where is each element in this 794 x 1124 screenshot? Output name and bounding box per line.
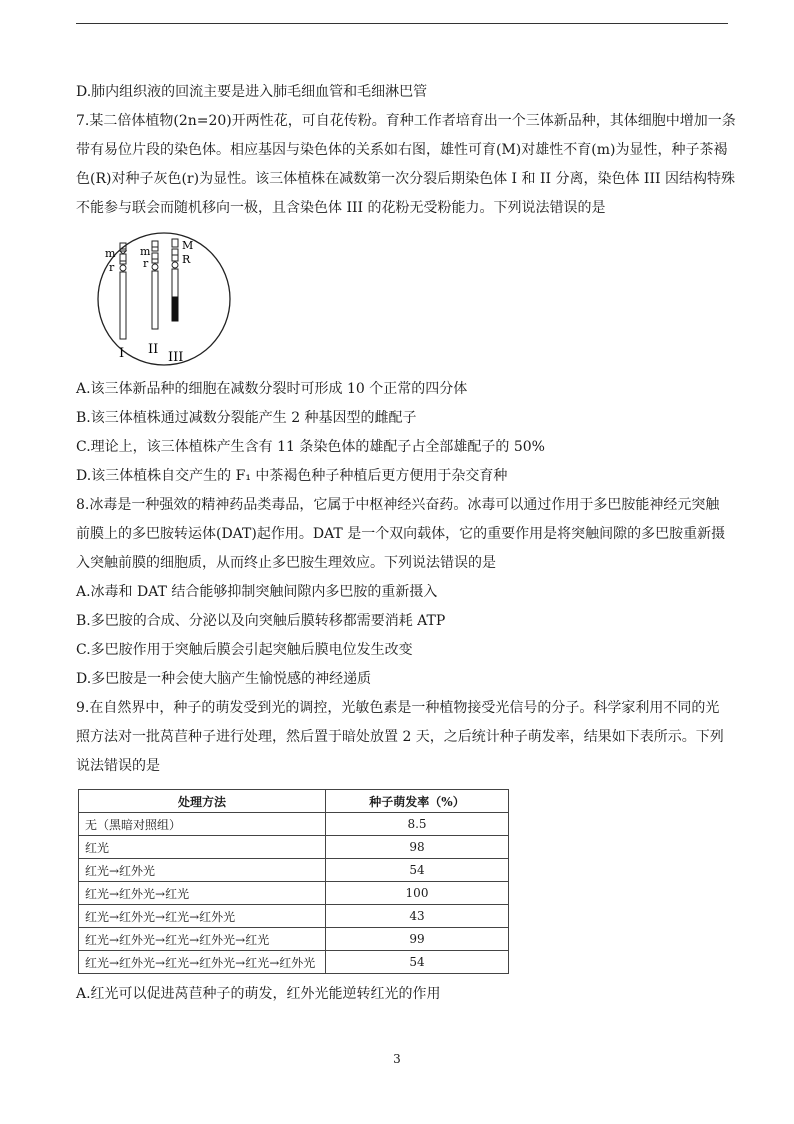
table-cell-rate: 99 [326, 928, 509, 951]
q8-option-b: B.多巴胺的合成、分泌以及向突触后膜转移都需要消耗 ATP [76, 613, 446, 629]
table-cell-method: 红光→红外光→红光→红外光→红光→红外光 [79, 951, 326, 974]
q7-option-c: C.理论上，该三体植株产生含有 11 条染色体的雄配子占全部雄配子的 50% [76, 439, 545, 455]
germination-table [78, 789, 509, 974]
q7-option-b: B.该三体植株通过减数分裂能产生 2 种基因型的雌配子 [76, 410, 417, 426]
table-header-method: 处理方法 [79, 790, 326, 813]
table-cell-rate: 54 [326, 859, 509, 882]
q8-option-d: D.多巴胺是一种会使大脑产生愉悦感的神经递质 [76, 671, 372, 687]
page-content [76, 78, 736, 1009]
table-row [79, 882, 509, 905]
chr3-label: III [168, 350, 184, 365]
q7-stem-line-3: 色(R)对种子灰色(r)为显性。该三体植株在减数第一次分裂后期染色体 I 和 II 分离，染色体 III 因结构特殊 [76, 171, 735, 187]
table-row [79, 859, 509, 882]
chr1-gene-1: m [105, 247, 116, 260]
q7-stem-line-2: 带有易位片段的染色体。相应基因与染色体的关系如右图，雄性可育(M)对雄性不育(m)为显性，种子茶褐 [76, 142, 728, 158]
table-row [79, 951, 509, 974]
q9-stem-line-2: 照方法对一批莴苣种子进行处理，然后置于暗处放置 2 天，之后统计种子萌发率，结果如下表所示。下列 [76, 729, 724, 745]
q8-option-c: C.多巴胺作用于突触后膜会引起突触后膜电位发生改变 [76, 642, 413, 658]
chr3-gene-2: R [182, 253, 191, 266]
table-cell-rate: 100 [326, 882, 509, 905]
q7-option-d: D.该三体植株自交产生的 F₁ 中茶褐色种子种植后更方便用于杂交育种 [76, 468, 508, 484]
q9-stem-line-3: 说法错误的是 [76, 758, 160, 774]
q7-option-a: A.该三体新品种的细胞在减数分裂时可形成 10 个正常的四分体 [76, 381, 468, 397]
table-row [79, 905, 509, 928]
table-cell-rate: 43 [326, 905, 509, 928]
q6-option-d: D.肺内组织液的回流主要是进入肺毛细血管和毛细淋巴管 [76, 84, 428, 100]
table-cell-rate: 8.5 [326, 813, 509, 836]
q7-stem-line-1: 7.某二倍体植物(2n=20)开两性花，可自花传粉。育种工作者培育出一个三体新品种，其体细胞中增加一条 [76, 113, 736, 129]
chromosome-diagram [84, 229, 244, 369]
chr2-gene-2: r [143, 257, 149, 270]
table-cell-method: 红光→红外光→红光→红外光 [79, 905, 326, 928]
q7-stem-line-4: 不能参与联会而随机移向一极，且含染色体 III 的花粉无受粉能力。下列说法错误的是 [76, 200, 606, 216]
table-cell-method: 红光→红外光→红光 [79, 882, 326, 905]
table-cell-method: 红光 [79, 836, 326, 859]
table-cell-rate: 98 [326, 836, 509, 859]
table-row [79, 836, 509, 859]
q8-stem-line-1: 8.冰毒是一种强效的精神药品类毒品，它属于中枢神经兴奋药。冰毒可以通过作用于多巴胺能神经元突触 [76, 497, 720, 513]
table-row [79, 813, 509, 836]
chr1-label: I [119, 346, 125, 361]
page-number: 3 [393, 1052, 401, 1066]
table-cell-method: 红光→红外光→红光→红外光→红光 [79, 928, 326, 951]
header-rule [76, 23, 728, 24]
chr1-gene-2: r [109, 261, 115, 274]
chr2-label: II [148, 342, 159, 357]
q9-stem-line-1: 9.在自然界中，种子的萌发受到光的调控，光敏色素是一种植物接受光信号的分子。科学家利用不同的光 [76, 700, 720, 716]
q8-stem-line-2: 前膜上的多巴胺转运体(DAT)起作用。DAT 是一个双向载体，它的重要作用是将突触间隙的多巴胺重新摄 [76, 526, 726, 542]
chr2-gene-1: m [140, 245, 151, 258]
chromosome-i [120, 243, 126, 339]
table-cell-rate: 54 [326, 951, 509, 974]
table-cell-method: 红光→红外光 [79, 859, 326, 882]
table-header-row [79, 790, 509, 813]
table-header-rate: 种子萌发率（%） [326, 790, 509, 813]
q8-stem-line-3: 入突触前膜的细胞质，从而终止多巴胺生理效应。下列说法错误的是 [76, 555, 496, 571]
table-cell-method: 无（黑暗对照组） [79, 813, 326, 836]
chromosome-diagram-svg [84, 229, 244, 369]
q9-option-a: A.红光可以促进莴苣种子的萌发，红外光能逆转红光的作用 [76, 986, 441, 1002]
chr3-gene-1: M [182, 239, 194, 252]
chromosome-ii [152, 241, 158, 329]
chromosome-iii [172, 239, 178, 321]
q8-option-a: A.冰毒和 DAT 结合能够抑制突触间隙内多巴胺的重新摄入 [76, 584, 438, 600]
table-row [79, 928, 509, 951]
cell-outline [98, 233, 230, 365]
